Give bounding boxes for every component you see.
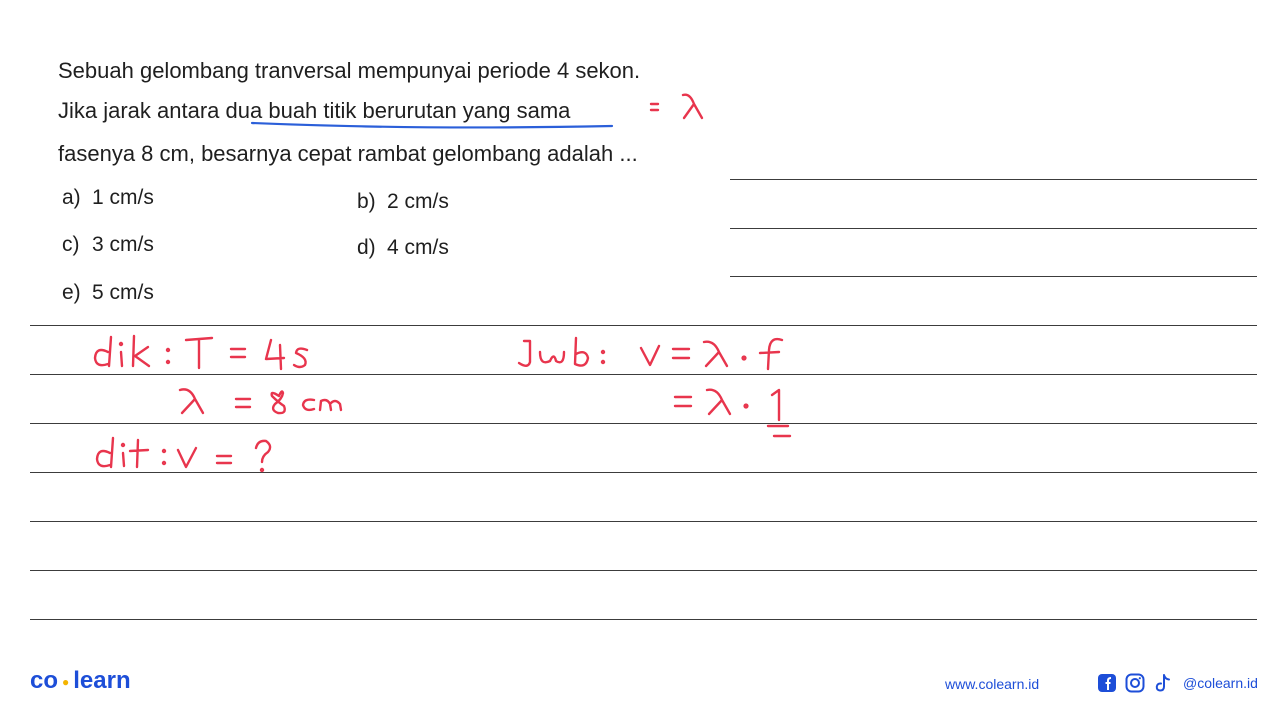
option-c-key: c) bbox=[62, 233, 80, 256]
question-line-3: fasenya 8 cm, besarnya cepat rambat gelombang adalah ... bbox=[58, 141, 638, 166]
handwritten-equals-lambda-1 bbox=[675, 390, 790, 436]
option-b-text: 2 cm/s bbox=[387, 190, 449, 213]
handwritten-jwb-label bbox=[519, 338, 604, 366]
social-handle[interactable]: @colearn.id bbox=[1183, 675, 1258, 691]
tiktok-icon[interactable] bbox=[1153, 673, 1173, 693]
option-e-key: e) bbox=[62, 281, 81, 304]
handwritten-lambda-equals-8cm bbox=[180, 389, 341, 413]
option-d-key: d) bbox=[357, 236, 376, 259]
handwritten-dit-label bbox=[97, 438, 270, 471]
logo-co: co bbox=[30, 667, 59, 694]
handwritten-dik-label bbox=[95, 336, 169, 366]
logo-dot: ● bbox=[62, 674, 70, 689]
instagram-icon[interactable] bbox=[1125, 673, 1145, 693]
colearn-logo bbox=[30, 667, 131, 695]
question-line-2: Jika jarak antara dua buah titik berurutan yang sama bbox=[58, 98, 571, 123]
facebook-icon[interactable] bbox=[1097, 673, 1117, 693]
option-a-text: 1 cm/s bbox=[92, 186, 154, 209]
option-a-key: a) bbox=[62, 186, 81, 209]
question-underline bbox=[252, 123, 612, 127]
handwritten-v-equals-lambda-f bbox=[641, 339, 782, 369]
logo-learn: learn bbox=[73, 667, 131, 694]
question-line-1: Sebuah gelombang tranversal mempunyai periode 4 sekon. bbox=[58, 58, 641, 83]
handwritten-note-lambda bbox=[651, 95, 702, 118]
handwritten-T-equals-4s bbox=[186, 338, 307, 369]
option-d-text: 4 cm/s bbox=[387, 236, 449, 259]
social-links bbox=[1097, 672, 1258, 694]
option-c-text: 3 cm/s bbox=[92, 233, 154, 256]
option-b-key: b) bbox=[357, 190, 376, 213]
option-e-text: 5 cm/s bbox=[92, 281, 154, 304]
website-link[interactable]: www.colearn.id bbox=[945, 676, 1040, 692]
